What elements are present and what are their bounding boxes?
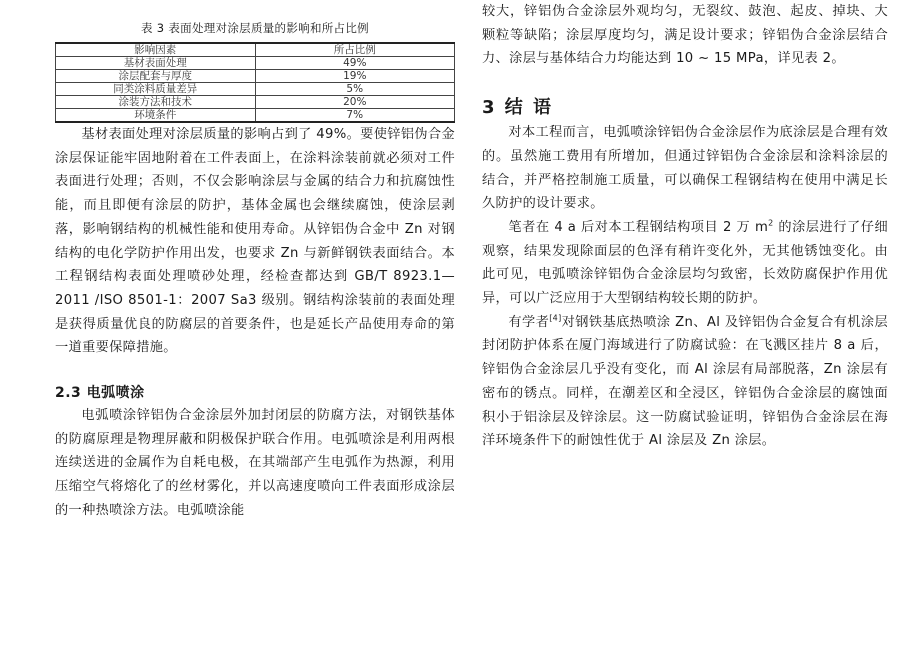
left-column	[55, 0, 455, 523]
cell-ratio: 20%	[255, 96, 455, 109]
text-segment: 的涂层进行了仔细观察，结果发现除面层的色泽有稍许变化外，无其他锈蚀变化。由此可见，电弧喷涂锌铝伪合金涂层均匀致密，长效防腐保护作用优异，可以广泛应用于大型钢结构较长期的防护。	[482, 219, 888, 307]
impact-factor-table	[55, 42, 455, 123]
paragraph-arc-spraying: 电弧喷涂锌铝伪合金涂层外加封闭层的防腐方法，对钢铁基体的防腐原理是物理屏蔽和阴极保护联合作用。电弧喷涂是利用两根连续送进的金属作为自耗电极，在其端部产生电弧作为热源，利用压缩空气将熔化了的丝材雾化，并以高速度喷向工件表面形成涂层的一种热喷涂方法。电弧喷涂能	[55, 408, 455, 518]
text-segment: 对钢铁基底热喷涂 Zn、Al 及锌铝伪合金复合有机涂层封闭防护体系在厦门海域进行了防腐试验：在飞溅区挂片 8 a 后，锌铝伪合金涂层几乎没有变化，而 Al 涂层有局部脱落，Zn 涂层有密布的锈点。同样，在潮差区和全浸区，锌铝伪合金涂层的腐蚀面积小于铝涂层及锌涂层。这一防腐试验证明，锌铝伪合金涂层在海洋环境条件下的耐蚀性优于 Al 涂层及 Zn 涂层。	[482, 314, 888, 449]
cell-ratio: 7%	[255, 109, 455, 123]
cell-factor: 同类涂料质量差异	[56, 83, 256, 96]
header-factor: 影响因素	[56, 43, 256, 57]
superscript: 2	[768, 218, 774, 228]
table-row	[56, 57, 455, 70]
paragraph-conclusion-2	[482, 216, 888, 311]
paragraph-continued: 较大，锌铝伪合金涂层外观均匀，无裂纹、鼓泡、起皮、掉块、大颗粒等缺陷；涂层厚度均匀，满足设计要求；锌铝伪合金涂层结合力、涂层与基体结合力均能达到 10 ~ 15 MPa，详见表 2。	[482, 4, 888, 67]
paragraph-conclusion-3	[482, 311, 888, 453]
section-heading-2-3: 2.3 电弧喷涂	[55, 385, 145, 402]
header-ratio: 所占比例	[255, 43, 455, 57]
table-row	[56, 70, 455, 83]
table-row	[56, 96, 455, 109]
cell-ratio: 49%	[255, 57, 455, 70]
cell-factor: 基材表面处理	[56, 57, 256, 70]
text-segment: 有学者	[508, 314, 550, 330]
cell-factor: 涂层配套与厚度	[56, 70, 256, 83]
text-segment: 笔者在 4 a 后对本工程钢结构项目 2 万 m	[508, 219, 769, 235]
table-caption: 表 3 表面处理对涂层质量的影响和所占比例	[141, 21, 369, 35]
cell-ratio: 19%	[255, 70, 455, 83]
paragraph-surface-treatment: 基材表面处理对涂层质量的影响占到了 49%。要使锌铝伪合金涂层保证能牢固地附着在工件表面上，在涂料涂装前就必须对工件表面进行处理；否则，不仅会影响涂层与金属的结合力和抗腐蚀性能，而且即便有涂层的防护，基体金属也会继续腐蚀，使涂层剥落，影响钢结构的机械性能和使用寿命。从锌铝伪合金中 Zn 对钢结构的电化学防护作用出发，也要求 Zn 与新鲜钢铁表面结合。本工程钢结构表面处理喷砂处理，经检查都达到 GB/T 8923.1—2011 /ISO 8501-1：2007 Sa3 级别。钢结构涂装前的表面处理是获得质量优良的防腐层的首要条件，也是延长产品使用寿命的第一道重要保障措施。	[55, 127, 455, 356]
section-heading-3: 3 结 语	[482, 97, 554, 119]
table-header-row	[56, 43, 455, 57]
right-column	[482, 0, 888, 453]
cell-ratio: 5%	[255, 83, 455, 96]
reference-citation[interactable]: [4]	[549, 313, 562, 323]
table-row	[56, 83, 455, 96]
table-row	[56, 109, 455, 123]
cell-factor: 涂装方法和技术	[56, 96, 256, 109]
paragraph-conclusion-1: 对本工程而言，电弧喷涂锌铝伪合金涂层作为底涂层是合理有效的。虽然施工费用有所增加，但通过锌铝伪合金涂层和涂料涂层的结合，并严格控制施工质量，可以确保工程钢结构在使用中满足长久防护的设计要求。	[482, 125, 888, 212]
cell-factor: 环境条件	[56, 109, 256, 123]
